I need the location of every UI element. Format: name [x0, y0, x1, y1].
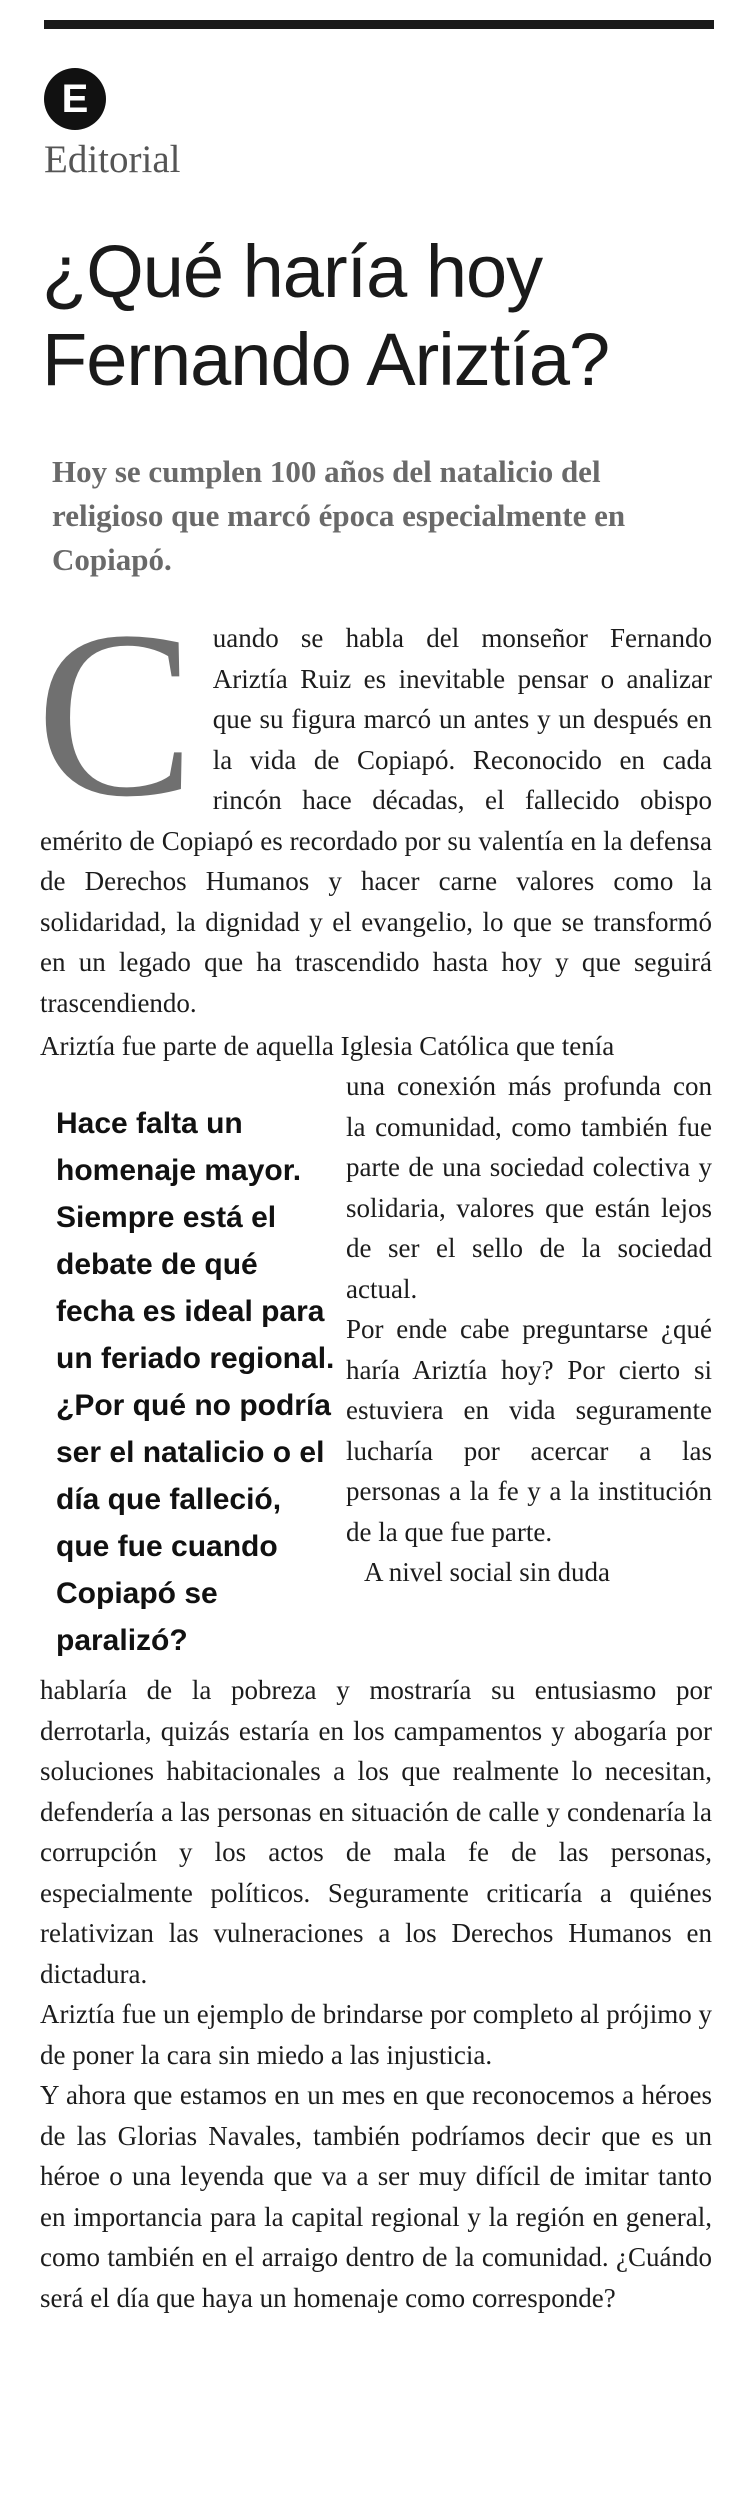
editorial-page [26, 0, 716, 2500]
paragraph-1: uando se habla del monseñor Fernando Ariztía Ruiz es inevitable pensar o analizar que su figura marcó un antes y un después en la vida de Copiapó. Reconocido en cada rincón hace décadas, el fallecido obispo emérito de Copiapó es recordado por su valentía en la defensa de Derechos Humanos y hacer carne valores como la solidaridad, la dignidad y el evangelio, lo que se transformó en un legado que ha trascendido hasta hoy y que seguirá trascendiendo. [40, 623, 712, 1018]
paragraph-4-start: A nivel social sin duda [364, 1557, 610, 1587]
pull-quote: Hace falta un homenaje mayor. Siempre está el debate de qué fecha es ideal para un feriado regional. ¿Por qué no podría ser el natalicio o el día que falleció, que fue cuando Copiapó se paralizó? [56, 1107, 335, 1657]
article-title: ¿Qué haría hoy Fernando Ariztía? [42, 230, 610, 401]
drop-cap: C [36, 583, 195, 846]
paragraph-6: Y ahora que estamos en un mes en que reconocemos a héroes de las Glorias Navales, también podríamos decir que es un héroe o una leyenda que va a ser muy difícil de imitar tanto en importancia para la capital regional y la región en general, como también en el arraigo dentro de la comunidad. ¿Cuándo será el día que haya un homenaje como corresponde? [40, 2080, 712, 2313]
top-rule [44, 20, 714, 29]
intro-paragraph [36, 583, 712, 1023]
paragraph-2-rest: una conexión más profunda con la comunidad, como también fue parte de una sociedad colectiva y solidaria, valores que están lejos de ser el sello de la sociedad actual. [346, 1071, 712, 1304]
paragraph-5: Ariztía fue un ejemplo de brindarse por completo al prójimo y de poner la cara sin miedo a las injusticia. [40, 1999, 712, 2070]
article-lede: Hoy se cumplen 100 años del natalicio del religioso que marcó época especialmente en Copiapó. [52, 454, 626, 577]
paragraph-3: Por ende cabe preguntarse ¿qué haría Ariztía hoy? Por cierto si estuviera en vida seguramente lucharía por acercar a las personas a la fe y a la institución de la que fue parte. [346, 1314, 712, 1547]
section-badge-icon: E [44, 68, 106, 130]
paragraph-4-rest: hablaría de la pobreza y mostraría su entusiasmo por derrotarla, quizás estaría en los campamentos y abogaría por soluciones habitacionales a los que realmente lo necesitan, defendería a las personas en situación de calle y condenaría la corrupción y los actos de mala fe de las personas, especialmente políticos. Seguramente criticaría a quiénes relativizan las vulneraciones a los Derechos Humanos en dictadura. [40, 1675, 712, 1989]
middle-column [346, 1066, 712, 1593]
section-label: Editorial [44, 138, 181, 181]
closing-paragraphs [40, 1670, 712, 2318]
paragraph-2-start: Ariztía fue parte de aquella Iglesia Católica que tenía [40, 1031, 615, 1061]
